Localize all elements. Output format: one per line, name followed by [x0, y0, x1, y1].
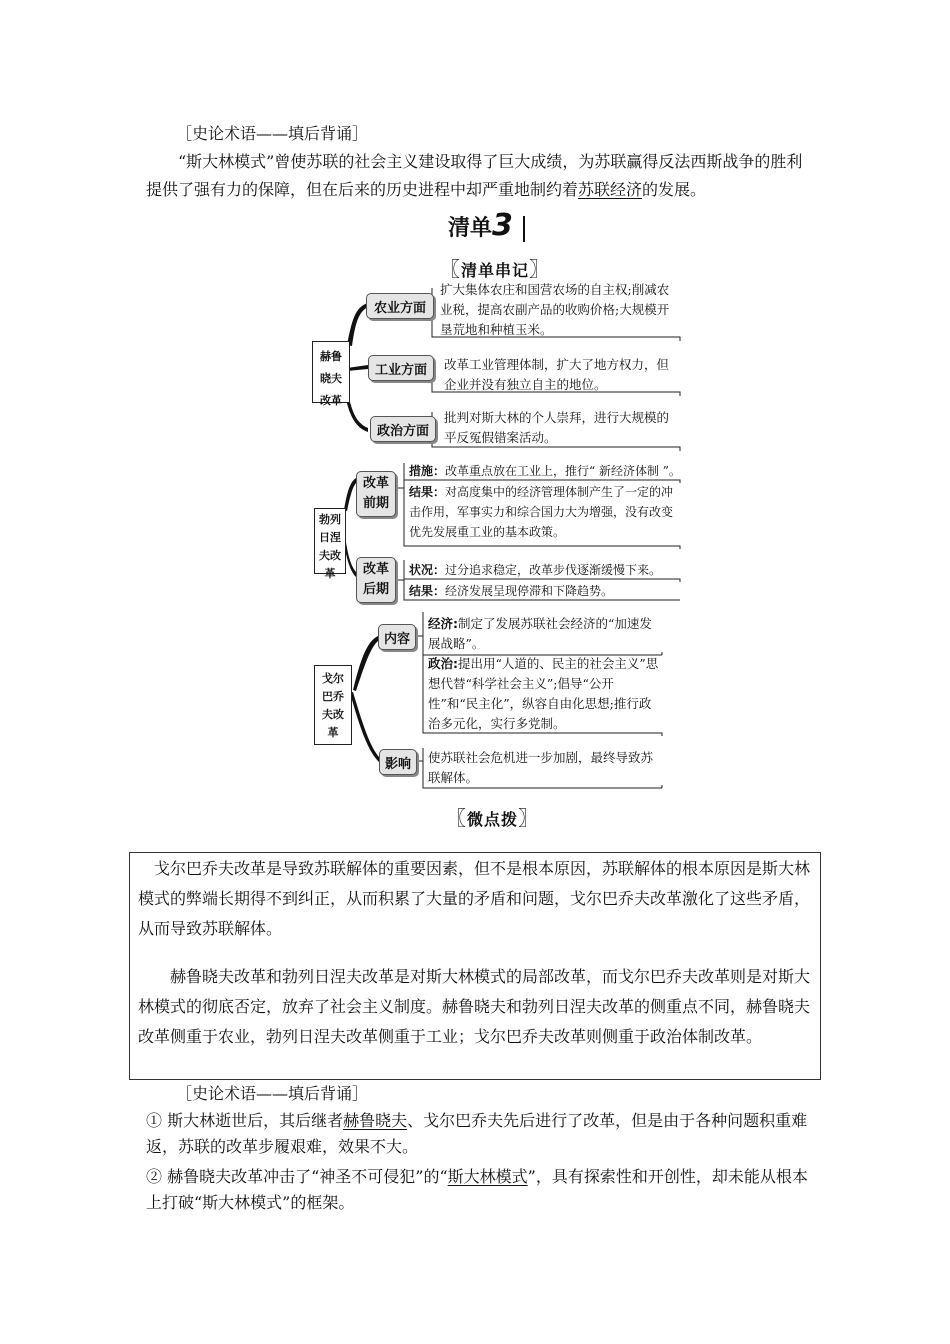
brezhnev-late-result: 结果：经济发展呈现停滞和下降趋势。 [409, 584, 614, 598]
branch-industry: 工业方面 [368, 355, 434, 381]
tip-paragraph-1: 戈尔巴乔夫改革是导致苏联解体的重要因素，但不是根本原因，苏联解体的根本原因是斯大林模式的弊端长期得不到纠正，从而积累了大量的矛盾和问题，戈尔巴乔夫改革激化了这些矛盾，从而导致苏联解体。 [138, 859, 811, 938]
section1-paragraph: “斯大林模式”曾使苏联的社会主义建设取得了巨大成绩，为苏联赢得反法西斯战争的胜利提供了强有力的保障，但在后来的历史进程中却严重地制约着苏联经济的发展。 [146, 152, 803, 199]
brezhnev-late: 改革后期 [356, 557, 396, 603]
gorbachev-politics: 政治:提出用“人道的、民主的社会主义”思想代替“科学社会主义”;倡导“公开性”和“民主化”，纵容自由化思想;推行政治多元化，实行多党制。 [428, 656, 659, 731]
khrushchev-root: 赫鲁晓夫改革 [312, 341, 350, 403]
gorbachev-content: 内容 [378, 624, 416, 650]
brezhnev-root: 勃列日涅夫改革 [314, 508, 346, 574]
brezhnev-early-result: 结果：对高度集中的经济管理体制产生了一定的冲击作用，军事实力和综合国力大为增强，没有改变优先发展重工业的基本政策。 [409, 485, 674, 539]
banner-tip: 〖微点拨〗 [446, 806, 540, 830]
section2-item-1: ① 斯大林逝世后，其后继者赫鲁晓夫、戈尔巴乔夫先后进行了改革，但是由于各种问题积重难返，苏联的改革步履艰难，效果不大。 [146, 1111, 808, 1156]
agriculture-text: 扩大集体农庄和国营农场的自主权;削减农业税，提高农副产品的收购价格;大规模开垦荒地和种植玉米。 [440, 282, 670, 337]
branch-politics: 政治方面 [370, 416, 436, 442]
brezhnev-early-measures: 措施：改革重点放在工业上，推行“ 新经济体制 ”。 [409, 464, 681, 478]
list-title: 清单3 [448, 208, 525, 243]
section2-heading: ［史论术语——填后背诵］ [176, 1084, 369, 1103]
gorbachev-impact-text: 使苏联社会危机进一步加剧，最终导致苏联解体。 [428, 750, 654, 785]
gorbachev-economy: 经济:制定了发展苏联社会经济的“加速发展战略”。 [428, 616, 652, 651]
gorbachev-root: 戈尔巴乔夫改革 [314, 665, 352, 745]
brezhnev-late-status: 状况：过分追求稳定，改革步伐逐渐缓慢下来。 [409, 563, 662, 577]
gorbachev-impact: 影响 [379, 749, 417, 775]
banner-list-memo: 〖清单串记〗 [440, 257, 551, 281]
tip-paragraph-2: 赫鲁晓夫改革和勃列日涅夫改革是对斯大林模式的局部改革，而戈尔巴乔夫改革则是对斯大林模式的彻底否定，放弃了社会主义制度。赫鲁晓夫和勃列日涅夫改革的侧重点不同，赫鲁晓夫改革侧重于农业，勃列日涅夫改革侧重于工业；戈尔巴乔夫改革则侧重于政治体制改革。 [138, 967, 811, 1046]
brezhnev-early: 改革前期 [356, 471, 396, 517]
section2-item-2: ② 赫鲁晓夫改革冲击了“神圣不可侵犯”的“斯大林模式”，具有探索性和开创性，却未能从根本上打破“斯大林模式”的框架。 [146, 1167, 808, 1212]
politics-text: 批判对斯大林的个人崇拜，进行大规模的平反冤假错案活动。 [444, 410, 670, 445]
section1-heading: ［史论术语——填后背诵］ [176, 124, 369, 143]
industry-text: 改革工业管理体制，扩大了地方权力，但企业并没有独立自主的地位。 [444, 357, 670, 392]
branch-agriculture: 农业方面 [366, 293, 434, 319]
